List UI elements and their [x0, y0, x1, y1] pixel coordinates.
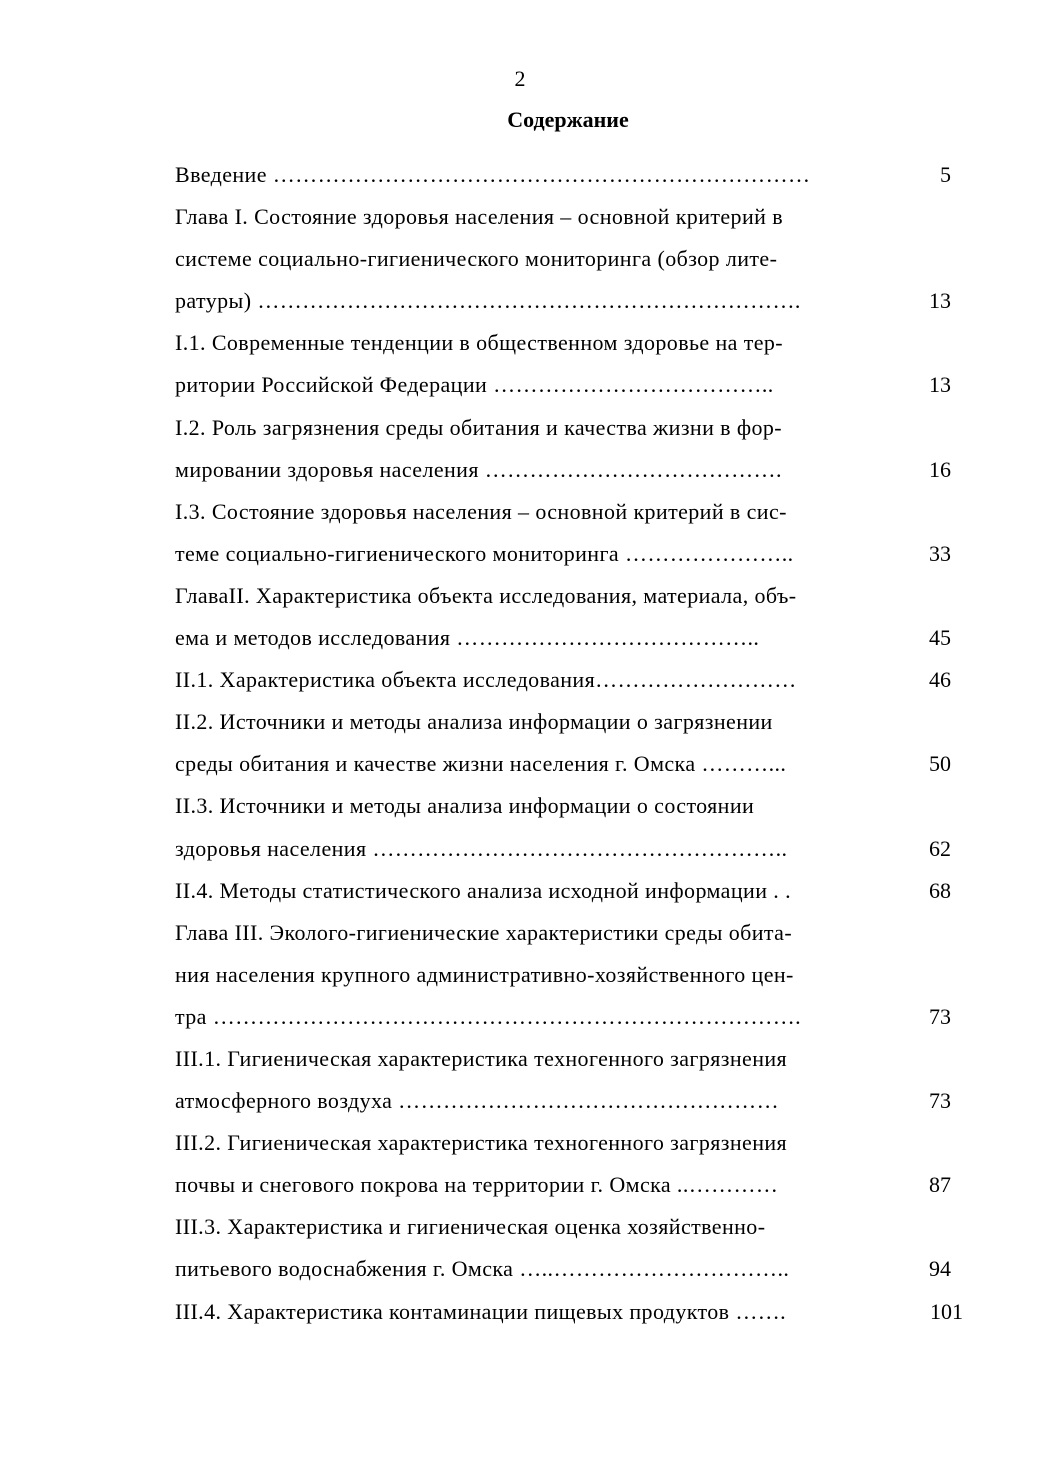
- toc-entry-line: питьевого водоснабжения г. Омска …..…………………………..: [175, 1256, 790, 1282]
- toc-entry-line: ритории Российской Федерации ………………………………..: [175, 372, 774, 398]
- toc-entry-line: II.1. Характеристика объекта исследования………………………: [175, 667, 797, 693]
- toc-entry-section-1-3[interactable]: [175, 491, 965, 575]
- toc-entry-page: 33: [929, 540, 951, 566]
- toc-entry-section-1-2[interactable]: [175, 407, 965, 491]
- toc-entry-title: [175, 701, 897, 785]
- toc-entry-page: 5: [940, 162, 951, 187]
- toc-entry-title: [175, 1122, 897, 1206]
- toc-entry-line: атмосферного воздуха ……………………………………………: [175, 1088, 779, 1114]
- toc-entry-line: мировании здоровья населения ………………………………….: [175, 456, 782, 482]
- toc-entry-title: [175, 407, 897, 491]
- toc-entry-title: [175, 1291, 897, 1333]
- toc-entry-line: I.3. Состояние здоровья населения – основной критерий в сис-: [175, 498, 787, 524]
- toc-entry-page: 16: [929, 456, 951, 482]
- toc-entry-chapter-2[interactable]: [175, 575, 965, 659]
- toc-entry-page: 73: [929, 1003, 951, 1029]
- toc-entry-title: [175, 196, 897, 322]
- toc-entry-page: 50: [929, 751, 951, 777]
- toc-entry-line: I.2. Роль загрязнения среды обитания и качества жизни в фор-: [175, 414, 783, 440]
- toc-entry-line: II.4. Методы статистического анализа исходной информации . .: [175, 877, 791, 903]
- toc-entry-page: 13: [929, 372, 951, 398]
- toc-entry-section-1-1[interactable]: [175, 322, 965, 406]
- table-of-contents: [175, 154, 965, 1333]
- toc-entry-line: ратуры) ……………………………………………………………….: [175, 288, 801, 314]
- toc-entry-line: почвы и снегового покрова на территории г. Омска ..…………: [175, 1172, 779, 1198]
- toc-entry-line: ГлаваII. Характеристика объекта исследования, материала, объ-: [175, 582, 797, 608]
- toc-entry-page: 87: [929, 1172, 951, 1198]
- toc-entry-title: [175, 870, 897, 912]
- toc-entry-section-3-1[interactable]: [175, 1038, 965, 1122]
- toc-entry-section-3-2[interactable]: [175, 1122, 965, 1206]
- toc-entry-page: 13: [929, 288, 951, 314]
- toc-entry-chapter-1[interactable]: [175, 196, 965, 322]
- toc-entry-title: [175, 491, 897, 575]
- toc-entry-title: [175, 659, 897, 701]
- toc-entry-section-2-1[interactable]: [175, 659, 965, 701]
- toc-entry-line: здоровья населения ………………………………………………..: [175, 835, 788, 861]
- toc-entry-page: 101: [930, 1298, 963, 1324]
- toc-entry-page: 68: [929, 877, 951, 903]
- page-title: Содержание: [507, 107, 629, 132]
- toc-entry-line: системе социально-гигиенического мониторинга (обзор лите-: [175, 246, 778, 272]
- toc-entry-line: II.3. Источники и методы анализа информации о состоянии: [175, 793, 755, 819]
- toc-entry-page: 94: [929, 1256, 951, 1282]
- toc-entry-title: [175, 575, 897, 659]
- toc-entry-section-2-2[interactable]: [175, 701, 965, 785]
- toc-entry-line: III.2. Гигиеническая характеристика техногенного загрязнения: [175, 1130, 788, 1156]
- toc-entry-line: Глава I. Состояние здоровья населения – основной критерий в: [175, 204, 783, 230]
- toc-entry-page: 45: [929, 625, 951, 651]
- toc-entry-line: Глава III. Эколого-гигиенические характеристики среды обита-: [175, 919, 793, 945]
- toc-entry-title: [175, 785, 897, 869]
- toc-entry-section-2-3[interactable]: [175, 785, 965, 869]
- toc-entry-line: тра …………………………………………………………………….: [175, 1003, 802, 1029]
- toc-entry-line: II.2. Источники и методы анализа информации о загрязнении: [175, 709, 773, 735]
- toc-entry-title: [175, 912, 897, 1038]
- page-number: 2: [514, 66, 526, 91]
- toc-entry-line: III.1. Гигиеническая характеристика техногенного загрязнения: [175, 1045, 788, 1071]
- toc-entry-section-2-4[interactable]: [175, 870, 965, 912]
- toc-entry-title: [175, 1038, 897, 1122]
- toc-entry-title: [175, 322, 897, 406]
- toc-entry-title: [175, 1206, 897, 1290]
- toc-entry-line: ема и методов исследования …………………………………..: [175, 625, 760, 651]
- toc-entry-title: [175, 154, 897, 196]
- toc-entry-section-3-4[interactable]: [175, 1291, 965, 1333]
- toc-entry-introduction[interactable]: [175, 154, 965, 196]
- toc-entry-chapter-3[interactable]: [175, 912, 965, 1038]
- toc-entry-page: 62: [929, 835, 951, 861]
- toc-entry-line: III.4. Характеристика контаминации пищевых продуктов …….: [175, 1298, 787, 1324]
- toc-entry-line: I.1. Современные тенденции в общественном здоровье на тер-: [175, 330, 784, 356]
- toc-entry-line: среды обитания и качестве жизни населения г. Омска ………...: [175, 751, 787, 777]
- toc-entry-line: ния населения крупного административно-хозяйственного цен-: [175, 961, 794, 987]
- toc-entry-page: 73: [929, 1088, 951, 1114]
- toc-entry-section-3-3[interactable]: [175, 1206, 965, 1290]
- toc-entry-line: III.3. Характеристика и гигиеническая оценка хозяйственно-: [175, 1214, 766, 1240]
- toc-entry-line: теме социально-гигиенического мониторинга …………………..: [175, 540, 794, 566]
- toc-entry-line: Введение ………………………………………………………………: [175, 162, 811, 187]
- toc-entry-page: 46: [929, 667, 951, 693]
